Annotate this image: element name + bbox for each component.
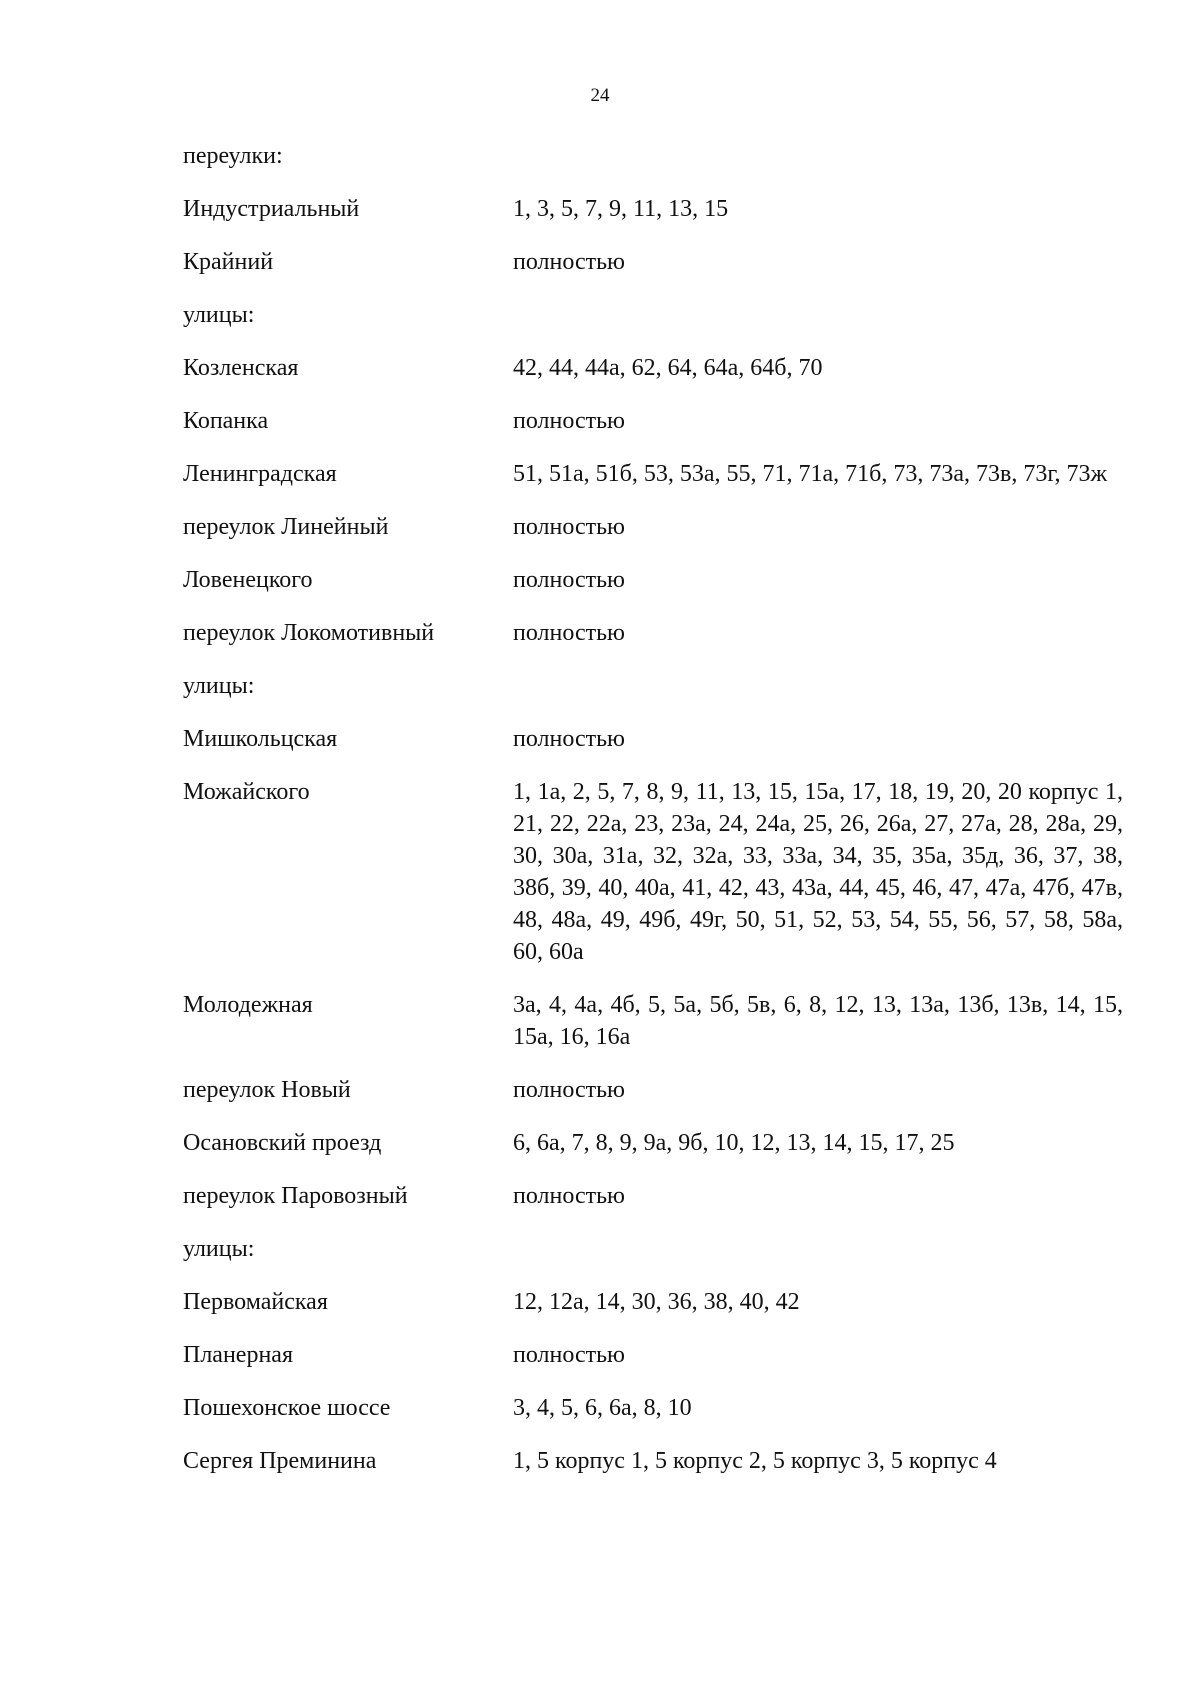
list-row: [183, 723, 1123, 755]
street-name: переулок Локомотивный: [183, 620, 435, 646]
list-row: [183, 405, 1123, 437]
street-name: переулок Новый: [183, 1077, 351, 1103]
house-numbers: 42, 44, 44а, 62, 64, 64а, 64б, 70: [513, 355, 823, 381]
house-numbers: 3, 4, 5, 6, 6а, 8, 10: [513, 1395, 692, 1421]
section-heading: переулки:: [183, 143, 283, 169]
list-row: [183, 246, 1123, 278]
list-row: [183, 511, 1123, 543]
list-row: [183, 776, 1123, 968]
street-name: Пошехонское шоссе: [183, 1395, 391, 1421]
list-row: [183, 670, 1123, 702]
list-row: [183, 1392, 1123, 1424]
house-numbers: 6, 6а, 7, 8, 9, 9а, 9б, 10, 12, 13, 14, 15, 17, 25: [513, 1130, 955, 1156]
street-name: переулок Паровозный: [183, 1183, 408, 1209]
house-numbers: полностью: [513, 408, 625, 434]
list-row: [183, 1445, 1123, 1477]
list-row: [183, 352, 1123, 384]
section-heading: улицы:: [183, 302, 255, 328]
house-numbers: полностью: [513, 620, 625, 646]
list-row: [183, 140, 1123, 172]
list-row: [183, 458, 1123, 490]
house-numbers: полностью: [513, 1342, 625, 1368]
list-row: [183, 1286, 1123, 1318]
list-row: [183, 1233, 1123, 1265]
street-name: Ленинградская: [183, 461, 337, 487]
list-row: [183, 299, 1123, 331]
list-row: [183, 617, 1123, 649]
house-numbers: 1, 5 корпус 1, 5 корпус 2, 5 корпус 3, 5 корпус 4: [513, 1448, 997, 1474]
street-name: Копанка: [183, 408, 269, 434]
street-name: Индустриальный: [183, 196, 360, 222]
house-numbers: 1, 3, 5, 7, 9, 11, 13, 15: [513, 196, 729, 222]
list-row: [183, 1339, 1123, 1371]
street-name: Можайского: [183, 779, 310, 805]
list-row: [183, 989, 1123, 1053]
house-numbers: 12, 12а, 14, 30, 36, 38, 40, 42: [513, 1289, 800, 1315]
street-name: Мишкольцская: [183, 726, 338, 752]
house-numbers: 1, 1а, 2, 5, 7, 8, 9, 11, 13, 15, 15а, 17, 18, 19, 20, 20 корпус 1, 21, 22, 22а, 23, 23а, 24, 24а, 25, 26, 26а, 27, 27а, 28, 28а, 29, 30, 30а, 31а, 32, 32а, 33, 33а, 34, 35, 35а, 35д, 36, 37, 38, 38б, 39, 40, 40а, 41, 42, 43, 43а, 44, 45, 46, 47, 47а, 47б, 47в, 48, 48а, 49, 49б, 49г, 50, 51, 52, 53, 54, 55, 56, 57, 58, 58а, 60, 60а: [513, 779, 1123, 965]
section-heading: улицы:: [183, 1236, 255, 1262]
list-row: [183, 1127, 1123, 1159]
house-numbers: 3а, 4, 4а, 4б, 5, 5а, 5б, 5в, 6, 8, 12, 13, 13а, 13б, 13в, 14, 15, 15а, 16, 16а: [513, 992, 1123, 1050]
street-name: Козленская: [183, 355, 299, 381]
street-name: Осановский проезд: [183, 1130, 382, 1156]
list-row: [183, 1180, 1123, 1212]
house-numbers: полностью: [513, 1077, 625, 1103]
house-numbers: полностью: [513, 726, 625, 752]
page-number: 24: [590, 85, 610, 106]
section-heading: улицы:: [183, 673, 255, 699]
house-numbers: полностью: [513, 514, 625, 540]
street-name: Ловенецкого: [183, 567, 313, 593]
list-row: [183, 1074, 1123, 1106]
house-numbers: полностью: [513, 1183, 625, 1209]
street-name: Первомайская: [183, 1289, 328, 1315]
house-numbers: полностью: [513, 249, 625, 275]
street-name: переулок Линейный: [183, 514, 389, 540]
house-numbers: 51, 51а, 51б, 53, 53а, 55, 71, 71а, 71б, 73, 73а, 73в, 73г, 73ж: [513, 461, 1108, 487]
house-numbers: полностью: [513, 567, 625, 593]
street-name: Крайний: [183, 249, 274, 275]
list-row: [183, 193, 1123, 225]
address-list: [183, 140, 1123, 1498]
street-name: Планерная: [183, 1342, 293, 1368]
list-row: [183, 564, 1123, 596]
street-name: Молодежная: [183, 992, 313, 1018]
street-name: Сергея Преминина: [183, 1448, 377, 1474]
